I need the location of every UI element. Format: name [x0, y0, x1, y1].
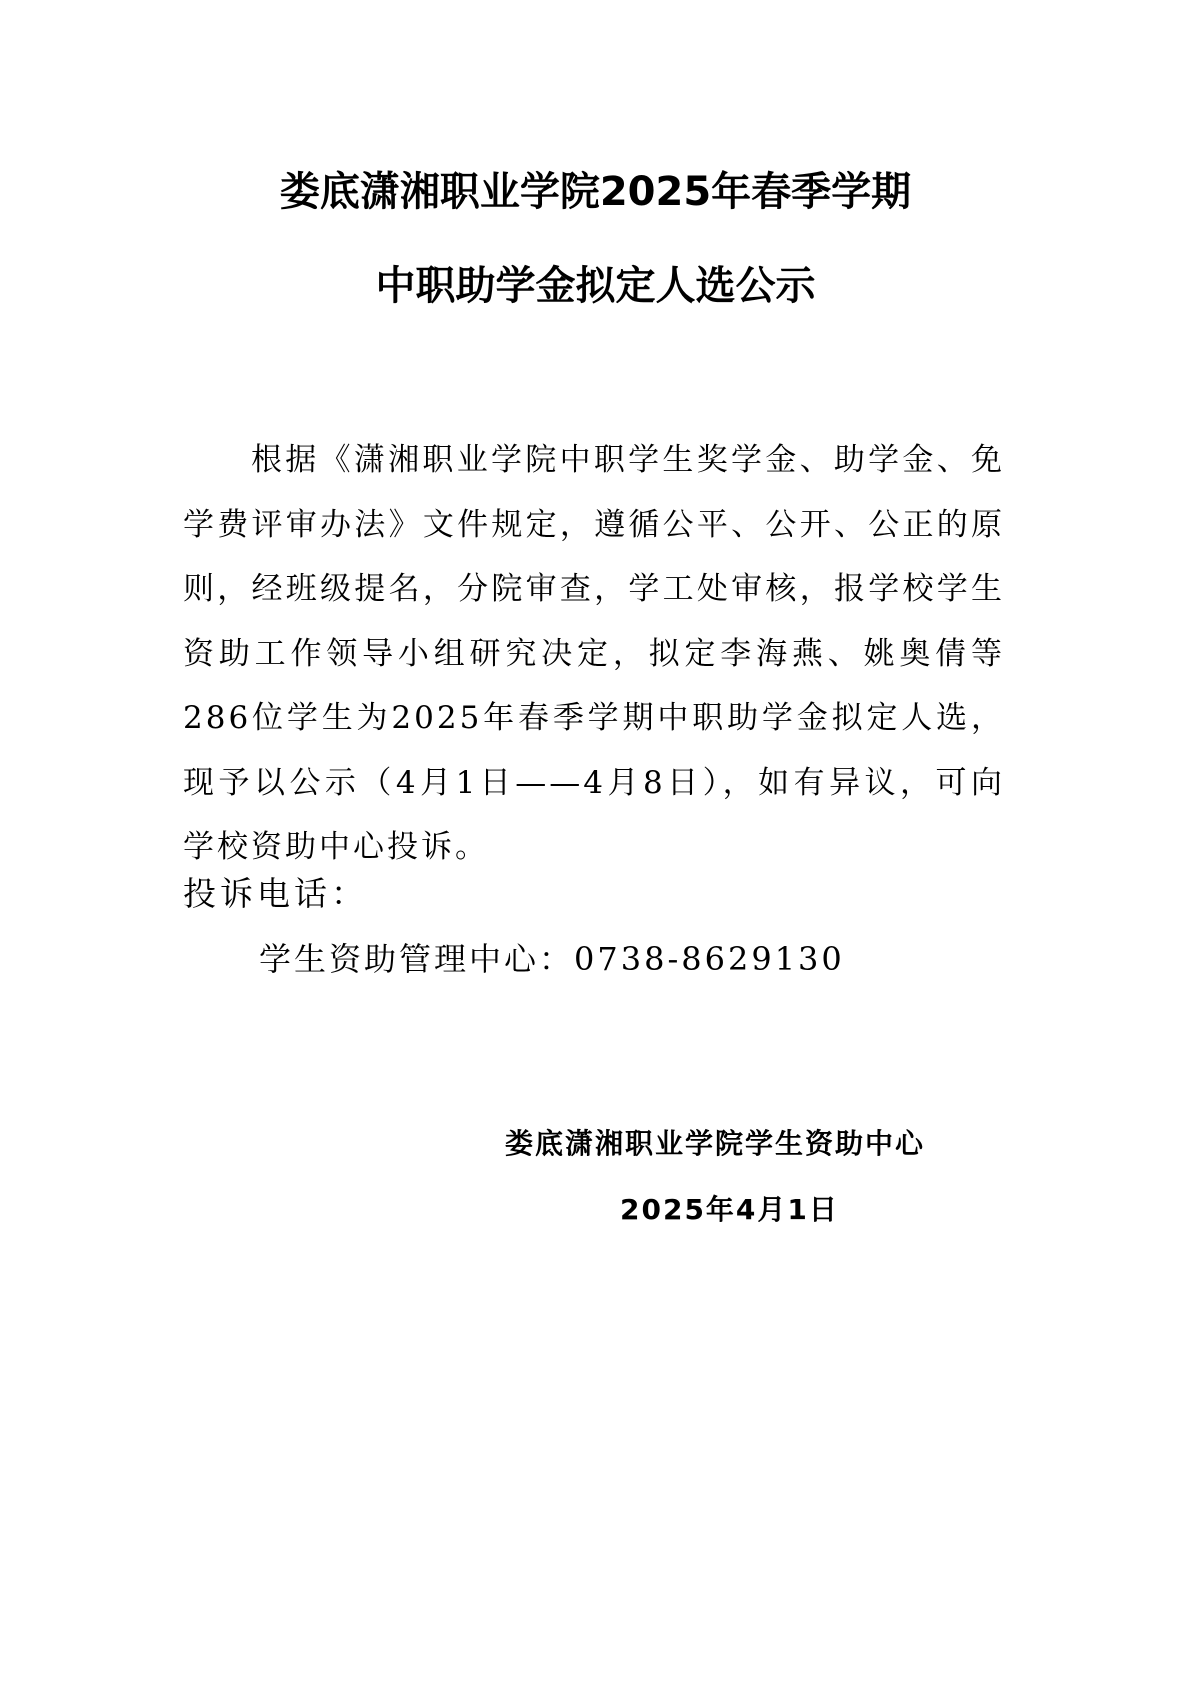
complaint-hotline: 学生资助管理中心：0738-8629130 [259, 940, 845, 978]
document-title-line-1: 娄底潇湘职业学院2025年春季学期 [279, 169, 912, 215]
signature-organization: 娄底潇湘职业学院学生资助中心 [505, 1127, 926, 1160]
announcement-body: 根据《潇湘职业学院中职学生奖学金、助学金、免学费评审办法》文件规定，遵循公平、公开、公正的原则，经班级提名，分院审查，学工处审核，报学校学生资助工作领导小组研究决定，拟定李海燕、姚奥倩等286位学生为2025年春季学期中职助学金拟定人选，现予以公示（4月1日——4月8日），如有异议，可向学校资助中心投诉。 [183, 442, 1005, 865]
complaint-phone-label: 投诉电话： [183, 874, 368, 913]
document-title-line-2: 中职助学金拟定人选公示 [375, 263, 816, 309]
signature-date: 2025年4月1日 [620, 1193, 839, 1226]
